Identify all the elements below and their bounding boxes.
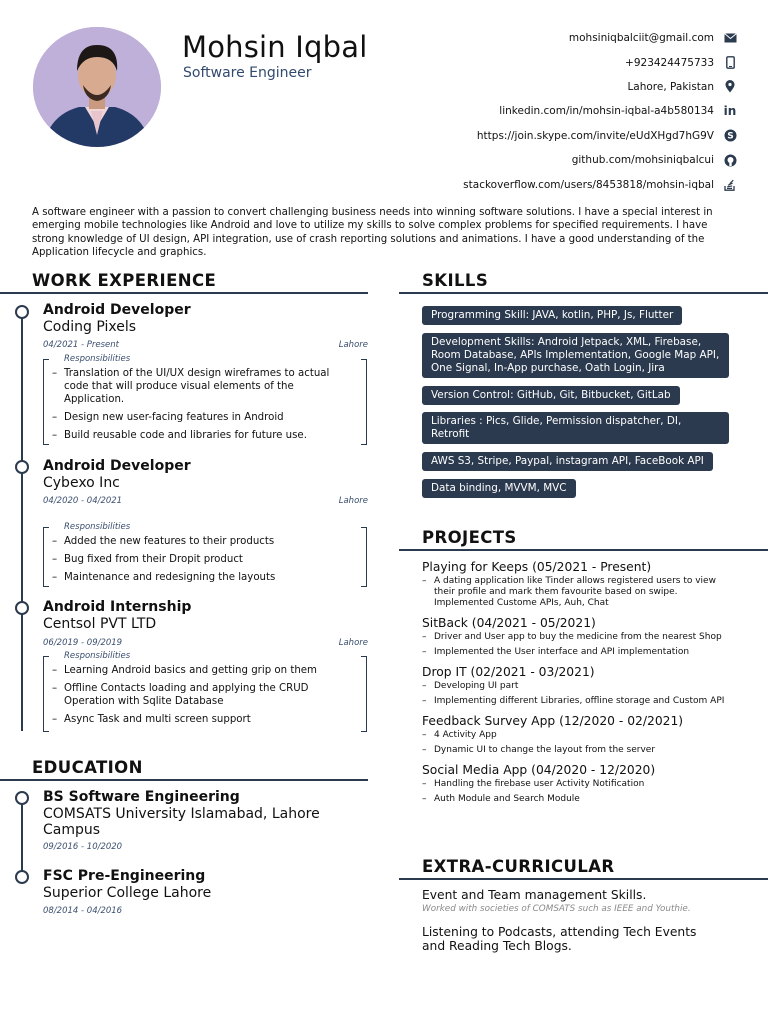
extra-curricular-rule	[399, 878, 768, 880]
profile-photo	[33, 27, 161, 147]
list-item: – Driver and User app to buy the medicine from the nearest Shop	[422, 632, 722, 642]
bracket-right	[361, 359, 367, 445]
job-dates: 04/2020 - 04/2021	[43, 496, 123, 506]
project-item	[422, 763, 738, 805]
bullet-text: Translation of the UI/UX design wireframes to actual code that will produce visual elements of the Application.	[64, 368, 330, 406]
list-item: – Auth Module and Search Module	[422, 794, 580, 804]
candidate-name: Mohsin Iqbal	[182, 30, 368, 64]
project-bullets	[422, 730, 738, 756]
project-item	[422, 616, 738, 658]
bullet-text: Handling the firebase user Activity Notification	[434, 779, 645, 789]
skill-tag: Version Control: GitHub, Git, Bitbucket, GitLab	[422, 386, 680, 405]
project-bullets	[422, 681, 738, 707]
bracket-right	[361, 656, 367, 732]
timeline-dot	[15, 601, 29, 615]
contact-location-text: Lahore, Pakistan	[627, 80, 714, 93]
contact-email-text[interactable]: mohsiniqbalciit@gmail.com	[568, 32, 714, 45]
bullet-text: A dating application like Tinder allows registered users to view their profile and mark them favourite based on swipe. Implemented Custome APIs, Auh, Chat	[434, 576, 716, 608]
project-title: Playing for Keeps (05/2021 - Present)	[422, 560, 652, 574]
job-dates: 06/2019 - 09/2019	[43, 638, 123, 648]
work-experience-rule	[0, 292, 368, 294]
list-item: – Build reusable code and libraries for future use.	[52, 430, 307, 442]
timeline-dot	[15, 305, 29, 319]
projects-rule	[399, 549, 768, 551]
work-experience-heading: WORK EXPERIENCE	[32, 271, 217, 290]
bullet-text: Async Task and multi screen support	[64, 714, 251, 726]
email-icon	[722, 33, 738, 43]
bullet-text: Implemented the User interface and API implementation	[434, 647, 690, 657]
location-icon	[722, 80, 738, 93]
github-icon	[722, 154, 738, 167]
bullet-text: Implementing different Libraries, offline storage and Custom API	[434, 696, 725, 706]
contact-github-text[interactable]: github.com/mohsiniqbalcui	[571, 154, 714, 167]
list-item: – Handling the firebase user Activity Notification	[422, 779, 645, 789]
skill-tag: Libraries : Pics, Glide, Permission dispatcher, DI, Retrofit	[422, 412, 729, 444]
education-dates: 08/2014 - 04/2016	[43, 906, 123, 916]
skills-heading: SKILLS	[422, 271, 489, 290]
project-item	[422, 665, 738, 707]
responsibilities-label: Responsibilities	[64, 651, 131, 661]
contact-phone[interactable]	[318, 50, 738, 74]
extra-item-subtitle: Worked with societies of COMSATS such as IEEE and Youthie.	[422, 904, 691, 914]
job-title: Android Developer	[43, 458, 191, 474]
contact-linkedin[interactable]	[318, 99, 738, 123]
phone-icon	[722, 56, 738, 69]
contact-stackoverflow[interactable]	[318, 172, 738, 196]
responsibilities-label: Responsibilities	[64, 522, 131, 532]
bullet-text: Maintenance and redesigning the layouts	[64, 572, 276, 583]
job-company: Centsol PVT LTD	[43, 616, 157, 632]
job-dates: 04/2021 - Present	[43, 340, 120, 350]
contact-skype-text[interactable]: https://join.skype.com/invite/eUdXHgd7hG9V	[476, 129, 714, 142]
education-timeline-line	[21, 796, 23, 878]
skype-icon	[722, 129, 738, 142]
linkedin-icon: in	[723, 104, 737, 119]
profile-summary: A software engineer with a passion to convert challenging business needs into winning software solutions. I have a special interest in emerging mobile technologies like Android and love to utilize my skills to solve complex problems for specified requirements. I have strong knowledge of UI design, API integration, use of crash reporting solutions and animations. I have a good understanding of the Application lifecycle and graphics.	[32, 207, 713, 259]
contact-email[interactable]	[318, 26, 738, 50]
education-school: COMSATS University Islamabad, Lahore Campus	[43, 806, 320, 838]
contact-stackoverflow-text[interactable]: stackoverflow.com/users/8453818/mohsin-iqbal	[463, 178, 714, 191]
project-title: Drop IT (02/2021 - 03/2021)	[422, 665, 595, 679]
extra-curricular-heading: EXTRA-CURRICULAR	[422, 857, 615, 876]
education-dates: 09/2016 - 10/2020	[43, 842, 123, 852]
extra-item-title: Event and Team management Skills.	[422, 888, 647, 902]
list-item: – Implemented the User interface and API implementation	[422, 647, 690, 657]
projects-heading: PROJECTS	[422, 528, 517, 547]
bracket-right	[361, 527, 367, 587]
education-school: Superior College Lahore	[43, 885, 212, 901]
contact-location	[318, 75, 738, 99]
job-location: Lahore	[338, 638, 368, 648]
list-item: – Learning Android basics and getting grip on them	[52, 665, 317, 676]
bullet-text: Offline Contacts loading and applying the CRUD Operation with Sqlite Database	[64, 683, 309, 708]
list-item: – Maintenance and redesigning the layouts	[52, 572, 276, 583]
project-title: Feedback Survey App (12/2020 - 02/2021)	[422, 714, 684, 728]
skills-rule	[399, 292, 768, 294]
education-degree: BS Software Engineering	[43, 789, 240, 805]
bullet-text: Added the new features to their products	[64, 536, 275, 547]
contact-linkedin-text[interactable]: linkedin.com/in/mohsin-iqbal-a4b580134	[499, 105, 714, 118]
education-heading: EDUCATION	[32, 758, 143, 777]
list-item: – Translation of the UI/UX design wireframes to actual code that will produce visual elements of the Application.	[44, 367, 344, 407]
bullet-text: Learning Android basics and getting grip on them	[64, 665, 317, 676]
list-item: – Dynamic UI to change the layout from the server	[422, 745, 656, 755]
contact-skype[interactable]	[318, 124, 738, 148]
bullet-text: Driver and User app to buy the medicine from the nearest Shop	[434, 632, 722, 642]
job-company: Cybexo Inc	[43, 475, 120, 491]
project-item	[422, 560, 738, 609]
list-item: – 4 Activity App	[422, 730, 497, 740]
education-degree: FSC Pre-Engineering	[43, 868, 206, 884]
timeline-dot	[15, 870, 29, 884]
project-bullets	[422, 576, 738, 609]
bullet-text: Bug fixed from their Dropit product	[64, 554, 243, 565]
list-item: – Offline Contacts loading and applying the CRUD Operation with Sqlite Database	[44, 682, 334, 708]
work-timeline-line	[21, 311, 23, 731]
list-item: – Bug fixed from their Dropit product	[52, 554, 243, 565]
project-bullets	[422, 779, 738, 805]
bullet-text: Auth Module and Search Module	[434, 794, 580, 804]
bullet-text: Dynamic UI to change the layout from the server	[434, 745, 656, 755]
list-item: – Design new user-facing features in Android	[52, 412, 284, 424]
list-item: – Developing UI part	[422, 681, 519, 691]
skill-tag: Development Skills: Android Jetpack, XML, Firebase, Room Database, APIs Implementation, Google Map API, One Signal, In-App purchase, Oath Login, Jira	[422, 333, 729, 378]
timeline-dot	[15, 460, 29, 474]
project-bullets	[422, 632, 738, 658]
job-company: Coding Pixels	[43, 319, 137, 335]
job-location: Lahore	[338, 340, 368, 350]
list-item: – Implementing different Libraries, offline storage and Custom API	[422, 696, 725, 706]
list-item: – A dating application like Tinder allows registered users to view their profile and mark them favourite based on swipe. Implemented Custome APIs, Auh, Chat	[422, 576, 738, 609]
contact-github[interactable]	[318, 148, 738, 172]
stackoverflow-icon	[722, 178, 738, 191]
job-bullets	[44, 664, 334, 731]
candidate-title: Software Engineer	[183, 65, 312, 81]
bullet-text: Design new user-facing features in Android	[64, 412, 284, 424]
job-location: Lahore	[338, 496, 368, 506]
education-rule	[0, 779, 368, 781]
contact-list	[318, 26, 738, 197]
job-bullets	[44, 535, 344, 589]
extra-item-title: Listening to Podcasts, attending Tech Events and Reading Tech Blogs.	[422, 925, 697, 953]
projects-list	[422, 560, 738, 809]
project-title: Social Media App (04/2020 - 12/2020)	[422, 763, 656, 777]
job-bullets	[44, 367, 344, 447]
bullet-text: Developing UI part	[434, 681, 519, 691]
skill-tag: AWS S3, Stripe, Paypal, instagram API, FaceBook API	[422, 452, 713, 471]
skill-tag: Data binding, MVVM, MVC	[422, 479, 576, 498]
skill-tag: Programming Skill: JAVA, kotlin, PHP, Js, Flutter	[422, 306, 682, 325]
project-title: SitBack (04/2021 - 05/2021)	[422, 616, 596, 630]
list-item: – Async Task and multi screen support	[52, 714, 251, 726]
svg-text:S: S	[726, 131, 734, 142]
responsibilities-label: Responsibilities	[64, 354, 131, 364]
list-item: – Added the new features to their products	[52, 536, 275, 547]
project-item	[422, 714, 738, 756]
contact-phone-text[interactable]: +923424475733	[625, 56, 714, 69]
job-title: Android Developer	[43, 302, 191, 318]
bullet-text: 4 Activity App	[434, 730, 497, 740]
bullet-text: Build reusable code and libraries for future use.	[64, 430, 307, 442]
timeline-dot	[15, 791, 29, 805]
job-title: Android Internship	[43, 599, 192, 615]
